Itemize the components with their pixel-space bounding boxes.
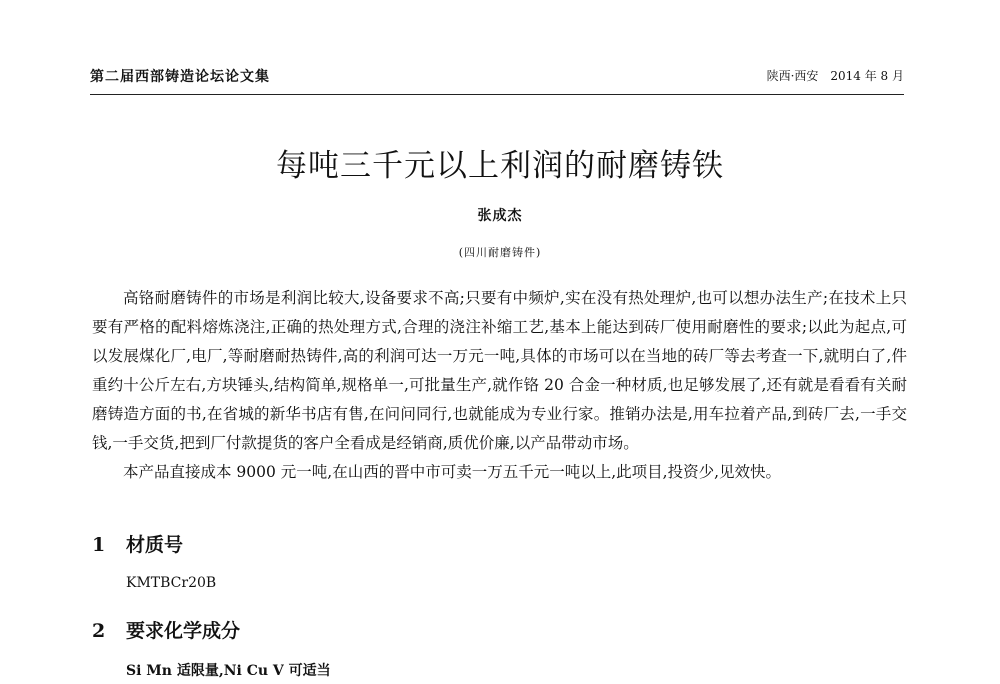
body-text [92, 284, 907, 487]
section-title: 要求化学成分 [126, 620, 241, 642]
section-heading-chemistry [92, 616, 240, 643]
author-affiliation: (四川耐磨铸件) [458, 246, 542, 259]
material-code: KMTBCr20B [126, 575, 217, 591]
article-title: 每吨三千元以上利润的耐磨铸铁 [276, 148, 724, 184]
paragraph: 高铬耐磨铸件的市场是利润比较大,设备要求不高;只要有中频炉,实在没有热处理炉,也可以想办法生产;在技术上只要有严格的配料熔炼浇注,正确的热处理方式,合理的浇注补缩工艺,基本上能达到砖厂使用耐磨性的要求;以此为起点,可以发展煤化厂,电厂,等耐磨耐热铸件,高的利润可达一万元一吨,具体的市场可以在当地的砖厂等去考查一下,就明白了,件重约十公斤左右,方块锤头,结构简单,规格单一,可批量生产,就作铬 20 合金一种材质,也足够发展了,还有就是看看有关耐磨铸造方面的书,在省城的新华书店有售,在问问同行,也就能成为专业行家。推销办法是,用车拉着产品,到砖厂去,一手交钱,一手交货,把到厂付款提货的客户全看成是经销商,质优价廉,以产品带动市场。 [92, 289, 907, 452]
section-number: 2 [92, 620, 106, 642]
journal-name: 第二届西部铸造论坛论文集 [90, 69, 270, 85]
author-name: 张成杰 [477, 208, 523, 224]
paragraph: 本产品直接成本 9000 元一吨,在山西的晋中市可卖一万五千元一吨以上,此项目,投资少,见效快。 [123, 463, 782, 481]
section-title: 材质号 [126, 534, 184, 556]
section-heading-material [92, 530, 183, 557]
location-date: 陕西·西安 2014 年 8 月 [766, 69, 904, 83]
chemistry-note: Si Mn 适限量,Ni Cu V 可适当 [126, 663, 331, 679]
running-header [90, 66, 904, 92]
header-rule [90, 94, 904, 95]
section-number: 1 [92, 534, 106, 556]
